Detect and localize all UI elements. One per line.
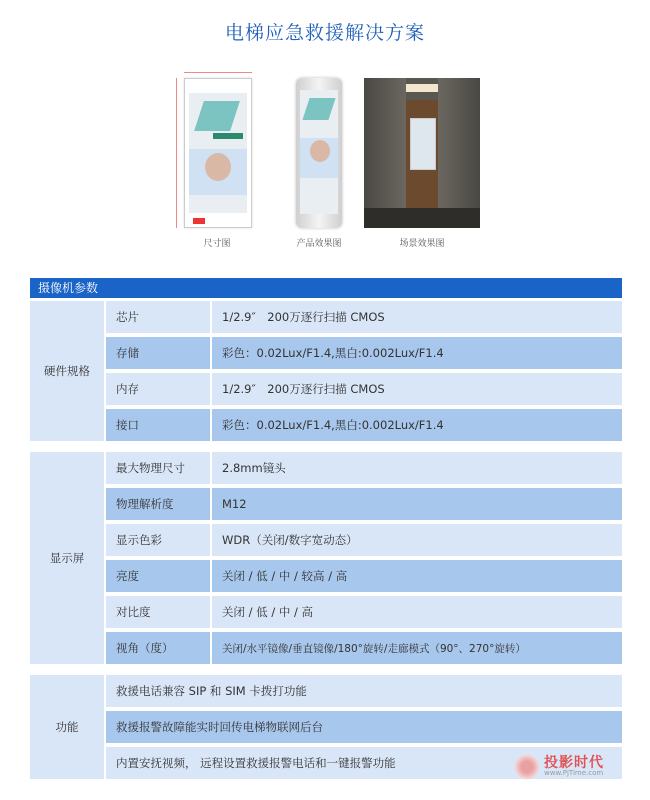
product-render-image [296, 78, 342, 228]
spec-value: 1/2.9″ 200万逐行扫描 CMOS [212, 373, 622, 405]
feature-item: 救援电话兼容 SIP 和 SIM 卡拨打功能 [106, 675, 622, 707]
spec-name: 芯片 [106, 301, 210, 333]
spec-name: 内存 [106, 373, 210, 405]
section-header: 摄像机参数 [30, 278, 622, 298]
spec-name: 亮度 [106, 560, 210, 592]
spec-name: 物理解析度 [106, 488, 210, 520]
spec-value: 关闭 / 低 / 中 / 较高 / 高 [212, 560, 622, 592]
feature-item: 内置安抚视频， 远程设置救援报警电话和一键报警功能 [106, 747, 622, 779]
spec-name: 存储 [106, 337, 210, 369]
category-display: 显示屏 [30, 452, 104, 664]
category-hardware: 硬件规格 [30, 301, 104, 441]
watermark-logo [514, 752, 624, 780]
dimension-line-left [176, 78, 177, 228]
dimension-line-top [184, 72, 252, 73]
page-title: 电梯应急救援解决方案 [224, 22, 425, 44]
spec-value: 1/2.9″ 200万逐行扫描 CMOS [212, 301, 622, 333]
spec-value: 彩色：0.02Lux/F1.4,黑白:0.002Lux/F1.4 [212, 409, 622, 441]
feature-item: 救援报警故障能实时回传电梯物联网后台 [106, 711, 622, 743]
caption-product: 产品效果图 [296, 239, 342, 249]
watermark-icon [514, 754, 540, 780]
spec-name: 显示色彩 [106, 524, 210, 556]
caption-dimension: 尺寸图 [203, 239, 231, 249]
spec-value: 2.8mm镜头 [212, 452, 622, 484]
scene-render-image [364, 78, 480, 228]
spec-name: 接口 [106, 409, 210, 441]
spec-name: 最大物理尺寸 [106, 452, 210, 484]
spec-value: WDR（关闭/数字宽动态） [212, 524, 622, 556]
spec-value: 关闭/水平镜像/垂直镜像/180°旋转/走廊模式（90°、270°旋转） [212, 632, 622, 664]
dimension-drawing-image [184, 78, 252, 228]
spec-value: M12 [212, 488, 622, 520]
spec-name: 对比度 [106, 596, 210, 628]
watermark-url: www.PjTime.com [544, 769, 604, 777]
watermark-brand: 投影时代 [544, 755, 604, 771]
caption-scene: 场景效果图 [399, 239, 445, 249]
spec-name: 视角（度） [106, 632, 210, 664]
spec-value: 彩色：0.02Lux/F1.4,黑白:0.002Lux/F1.4 [212, 337, 622, 369]
category-function: 功能 [30, 675, 104, 779]
spec-value: 关闭 / 低 / 中 / 高 [212, 596, 622, 628]
